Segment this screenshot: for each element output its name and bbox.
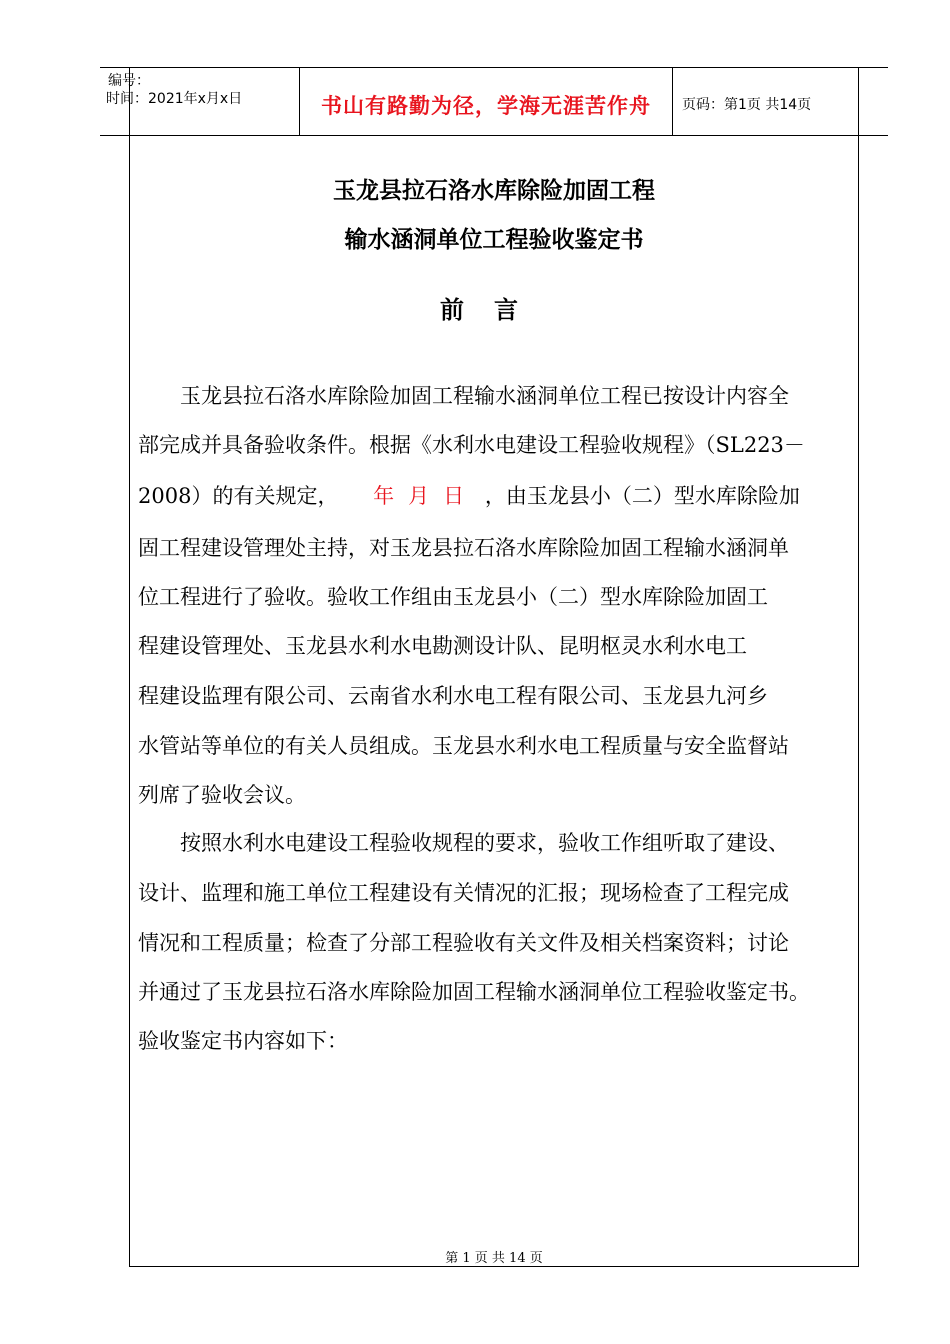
body-line: 验收鉴定书内容如下：: [138, 1029, 348, 1053]
body-line: 列席了验收会议。: [138, 783, 306, 807]
header-bottom-rule: [100, 135, 888, 136]
body-line: 并通过了玉龙县拉石洛水库除险加固工程输水涵洞单位工程验收鉴定书。: [138, 980, 810, 1004]
body-line: 程建设监理有限公司、云南省水利水电工程有限公司、玉龙县九河乡: [138, 684, 768, 708]
body-line: 情况和工程质量；检查了分部工程验收有关文件及相关档案资料；讨论: [138, 931, 789, 955]
body-text: 2008）的有关规定，: [138, 484, 339, 508]
document-title-line1: 玉龙县拉石洛水库除险加固工程: [333, 178, 655, 204]
footer-page-number: 第 1 页 共 14 页: [445, 1251, 543, 1266]
body-line: 按照水利水电建设工程验收规程的要求，验收工作组听取了建设、: [180, 831, 789, 855]
body-line: 水管站等单位的有关人员组成。玉龙县水利水电工程质量与安全监督站: [138, 734, 789, 758]
body-line: 固工程建设管理处主持，对玉龙县拉石洛水库除险加固工程输水涵洞单: [138, 536, 789, 560]
body-line: 玉龙县拉石洛水库除险加固工程输水涵洞单位工程已按设计内容全: [180, 384, 789, 408]
header-motto: 书山有路勤为径，学海无涯苦作舟: [321, 94, 651, 118]
body-line: 位工程进行了验收。验收工作组由玉龙县小（二）型水库除险加固工: [138, 585, 768, 609]
header-divider-2: [672, 67, 673, 135]
header-top-rule: [100, 67, 888, 68]
frame-right-border: [858, 67, 859, 1267]
body-line: 程建设管理处、玉龙县水利水电勘测设计队、昆明枢灵水利水电工: [138, 634, 747, 658]
body-text: ，由玉龙县小（二）型水库除险加: [484, 484, 800, 508]
body-line: [138, 481, 800, 511]
document-time-label: 时间：2021年x月x日: [106, 91, 243, 107]
date-placeholder: 年月日: [373, 484, 479, 508]
header-page-info: 页码：第1页 共14页: [682, 97, 812, 113]
document-number-label: 编号：: [108, 73, 150, 89]
preface-heading: 前言: [440, 296, 548, 324]
body-line: 设计、监理和施工单位工程建设有关情况的汇报；现场检查了工程完成: [138, 881, 789, 905]
body-line: 部完成并具备验收条件。根据《水利水电建设工程验收规程》（SL223－: [138, 433, 805, 457]
frame-bottom-rule: [129, 1266, 859, 1267]
document-title-line2: 输水涵洞单位工程验收鉴定书: [344, 227, 644, 253]
